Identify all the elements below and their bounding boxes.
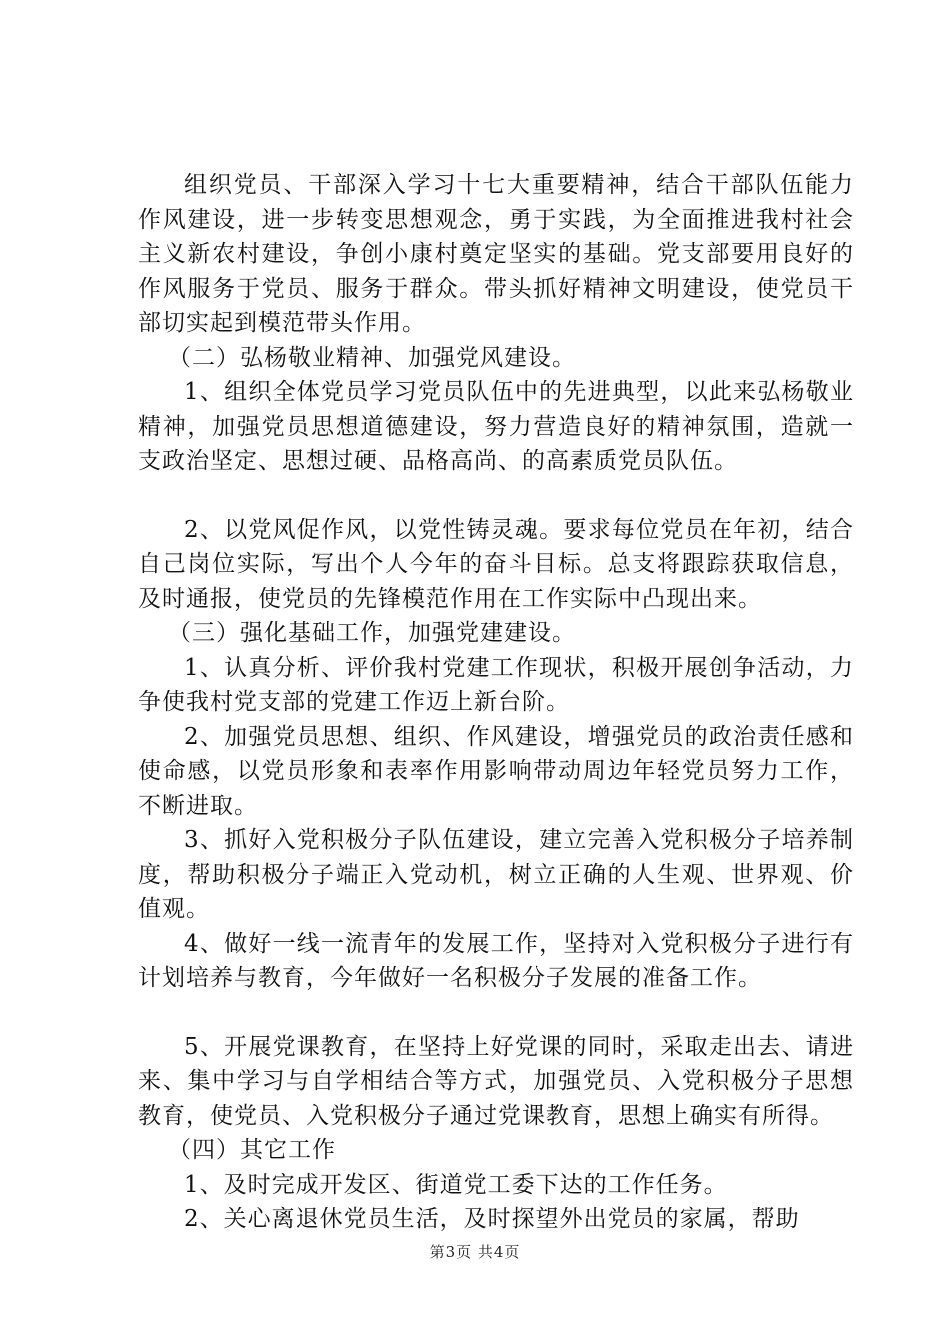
- section-heading: （二）弘杨敬业精神、加强党风建设。: [168, 344, 576, 371]
- paragraph: 组织党员、干部深入学习十七大重要精神，结合干部队伍能力作风建设，进一步转变思想观念，勇于实践，为全面推进我村社会主义新农村建设，争创小康村奠定坚实的基础。党支部要用良好的作风服务于党员、服务于群众。带头抓好精神文明建设，使党员干部切实起到模范带头作用。: [138, 172, 854, 336]
- section-heading: （三）强化基础工作，加强党建建设。: [168, 620, 576, 646]
- paragraph: 4、做好一线一流青年的发展工作，坚持对入党积极分子进行有计划培养与教育，今年做好一名积极分子发展的准备工作。: [138, 930, 854, 991]
- paragraph: 1、组织全体党员学习党员队伍中的先进典型，以此来弘杨敬业精神，加强党员思想道德建设，努力营造良好的精神氛围，造就一支政治坚定、思想过硬、品格高尚、的高素质党员队伍。: [138, 379, 854, 474]
- paragraph: 3、抓好入党积极分子队伍建设，建立完善入党积极分子培养制度，帮助积极分子端正入党动机，树立正确的人生观、世界观、价值观。: [138, 827, 854, 922]
- paragraph: 2、以党风促作风，以党性铸灵魂。要求每位党员在年初，结合自己岗位实际，写出个人今年的奋斗目标。总支将跟踪获取信息，及时通报，使党员的先锋模范作用在工作实际中凸现出来。: [138, 516, 854, 612]
- document-body: [138, 168, 854, 1237]
- paragraph: 5、开展党课教育，在坚持上好党课的同时，采取走出去、请进来、集中学习与自学相结合等方式，加强党员、入党积极分子思想教育，使党员、入党积极分子通过党课教育，思想上确实有所得。: [138, 1033, 854, 1129]
- section-heading: （四）其它工作: [168, 1137, 336, 1163]
- paragraph: 2、加强党员思想、组织、作风建设，增强党员的政治责任感和使命感，以党员形象和表率作用影响带动周边年轻党员努力工作，不断进取。: [138, 723, 854, 819]
- paragraph: 1、认真分析、评价我村党建工作现状，积极开展创争活动，力争使我村党支部的党建工作迈上新台阶。: [138, 654, 854, 715]
- paragraph: 2、关心离退休党员生活，及时探望外出党员的家属，帮助: [184, 1206, 800, 1232]
- page-number-footer: 第3页 共4页: [429, 1243, 521, 1261]
- paragraph: 1、及时完成开发区、街道党工委下达的工作任务。: [184, 1171, 728, 1198]
